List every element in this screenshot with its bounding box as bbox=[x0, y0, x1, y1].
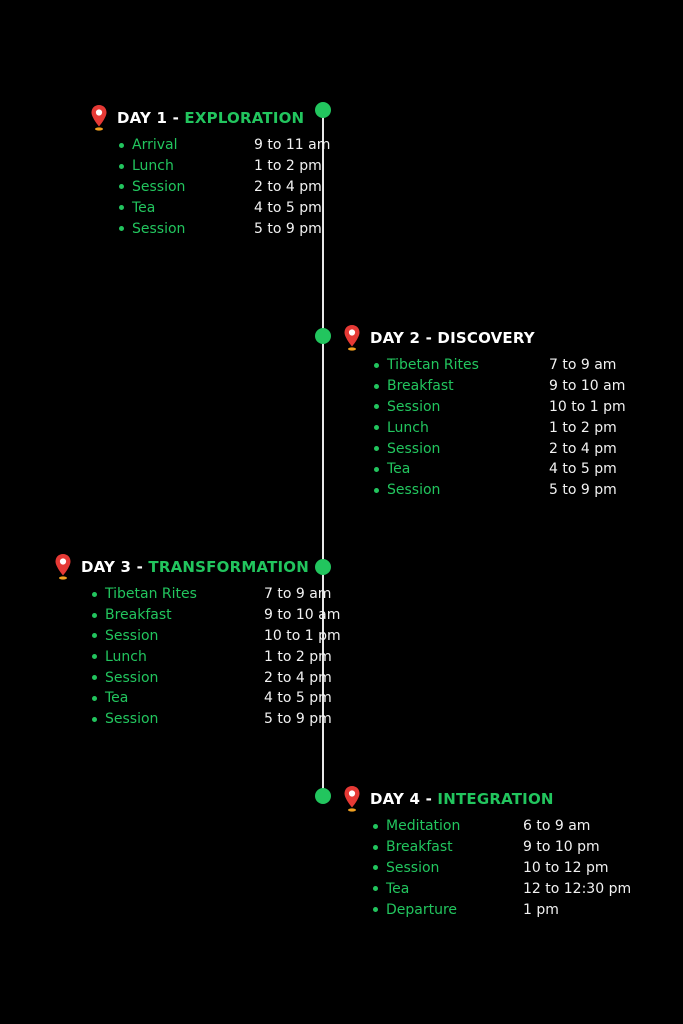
day-1-header bbox=[90, 104, 304, 132]
list-item: Session 2 to 4 pm bbox=[374, 438, 535, 459]
bullet bbox=[373, 845, 378, 850]
list-item: Departure 1 pm bbox=[373, 899, 554, 920]
list-item: Lunch 1 to 2 pm bbox=[92, 646, 309, 667]
list-item: Tea 12 to 12:30 pm bbox=[373, 878, 554, 899]
day-4-title: DAY 4 - INTEGRATION bbox=[370, 790, 554, 808]
list-item: Session 5 to 9 pm bbox=[92, 709, 309, 730]
day-4-schedule bbox=[373, 816, 632, 920]
list-item: Tea 4 to 5 pm bbox=[92, 688, 309, 709]
list-item: Lunch 1 to 2 pm bbox=[374, 417, 535, 438]
bullet bbox=[374, 446, 379, 451]
list-item: Session 10 to 1 pm bbox=[92, 626, 309, 647]
list-item: Session 10 to 12 pm bbox=[373, 858, 554, 879]
list-item: Tea 4 to 5 pm bbox=[374, 459, 535, 480]
bullet bbox=[373, 824, 378, 829]
list-item: Tibetan Rites 7 to 9 am bbox=[92, 584, 309, 605]
bullet bbox=[92, 633, 97, 638]
bullet bbox=[92, 675, 97, 680]
list-item: Breakfast 9 to 10 am bbox=[374, 376, 535, 397]
map-pin-icon bbox=[343, 324, 361, 352]
list-item: Arrival 9 to 11 am bbox=[119, 135, 304, 156]
list-item: Tibetan Rites 7 to 9 am bbox=[374, 355, 535, 376]
bullet bbox=[119, 205, 124, 210]
map-pin-icon bbox=[54, 553, 72, 581]
day-2-title: DAY 2 - DISCOVERY bbox=[370, 329, 535, 347]
list-item: Meditation 6 to 9 am bbox=[373, 816, 554, 837]
timeline-dot-day-1 bbox=[315, 102, 331, 118]
bullet bbox=[92, 592, 97, 597]
bullet bbox=[119, 143, 124, 148]
bullet bbox=[119, 164, 124, 169]
timeline-dot-day-3 bbox=[315, 559, 331, 575]
day-3-title: DAY 3 - TRANSFORMATION bbox=[81, 558, 310, 576]
day-3-section bbox=[54, 553, 341, 730]
list-item: Breakfast 9 to 10 am bbox=[92, 605, 309, 626]
day-2-header bbox=[343, 324, 535, 352]
list-item: Lunch 1 to 2 pm bbox=[119, 156, 304, 177]
bullet bbox=[373, 865, 378, 870]
timeline-dot-day-4 bbox=[315, 788, 331, 804]
bullet bbox=[119, 184, 124, 189]
bullet bbox=[374, 425, 379, 430]
bullet bbox=[92, 717, 97, 722]
bullet bbox=[374, 404, 379, 409]
list-item: Breakfast 9 to 10 pm bbox=[373, 837, 554, 858]
day-4-section bbox=[343, 785, 632, 920]
timeline-dot-day-2 bbox=[315, 328, 331, 344]
list-item: Session 5 to 9 pm bbox=[119, 218, 304, 239]
bullet bbox=[374, 488, 379, 493]
day-1-title: DAY 1 - EXPLORATION bbox=[117, 109, 305, 127]
bullet bbox=[374, 384, 379, 389]
list-item: Session 2 to 4 pm bbox=[119, 177, 304, 198]
map-pin-icon bbox=[343, 785, 361, 813]
day-1-section bbox=[90, 104, 331, 239]
bullet bbox=[92, 696, 97, 701]
day-2-schedule bbox=[374, 355, 626, 501]
day-4-header bbox=[343, 785, 554, 813]
bullet bbox=[92, 654, 97, 659]
map-pin-icon bbox=[90, 104, 108, 132]
day-1-schedule bbox=[119, 135, 331, 239]
bullet bbox=[373, 907, 378, 912]
list-item: Session 5 to 9 pm bbox=[374, 480, 535, 501]
bullet bbox=[92, 613, 97, 618]
day-3-header bbox=[54, 553, 309, 581]
day-3-schedule bbox=[92, 584, 341, 730]
bullet bbox=[374, 363, 379, 368]
day-2-section bbox=[343, 324, 626, 501]
list-item: Session 2 to 4 pm bbox=[92, 667, 309, 688]
bullet bbox=[374, 467, 379, 472]
bullet bbox=[119, 226, 124, 231]
list-item: Session 10 to 1 pm bbox=[374, 397, 535, 418]
list-item: Tea 4 to 5 pm bbox=[119, 197, 304, 218]
bullet bbox=[373, 886, 378, 891]
